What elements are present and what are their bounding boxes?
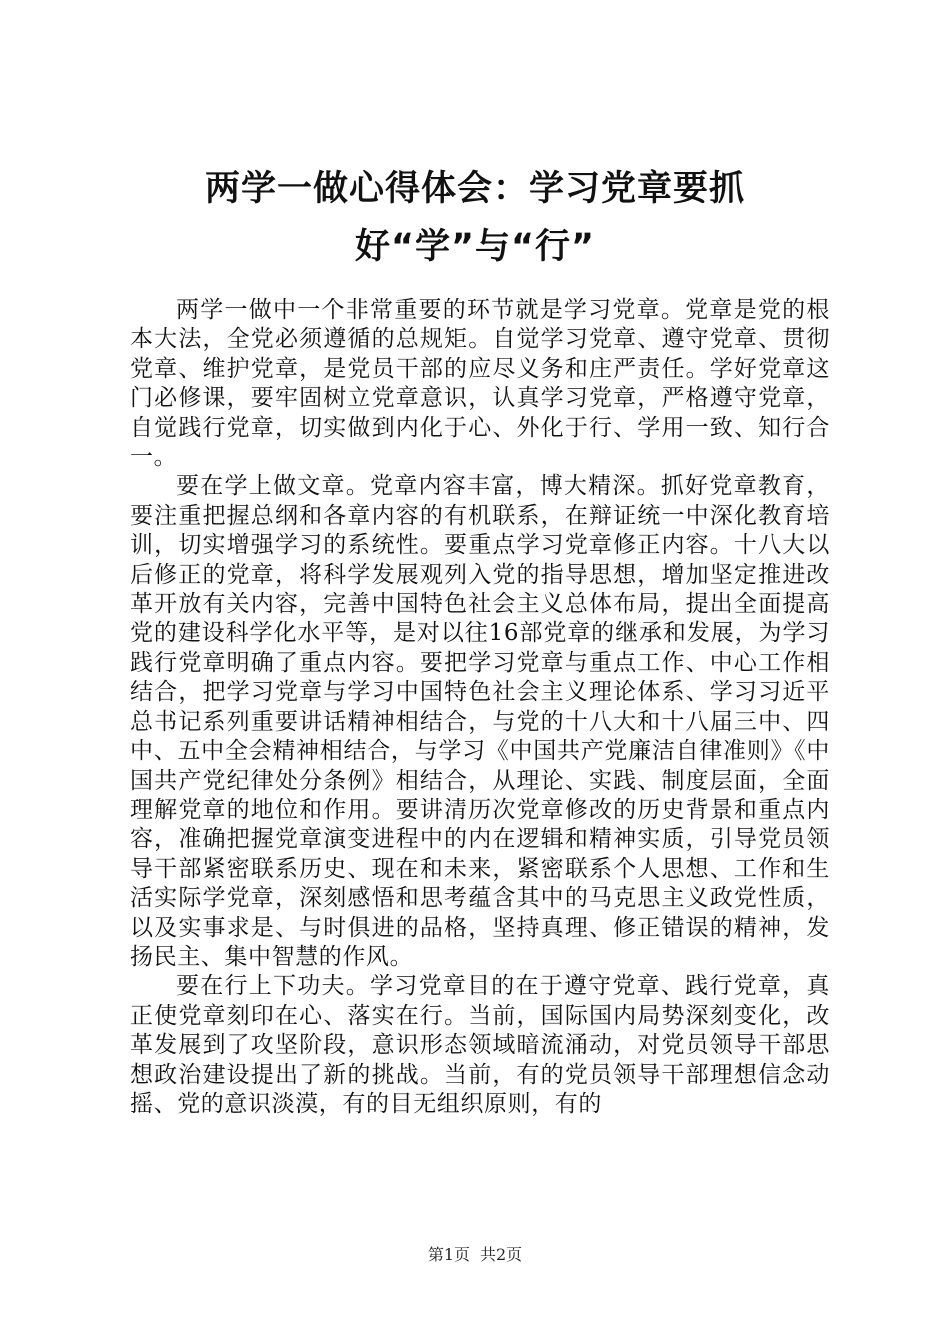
paragraph-study: 要在学上做文章。党章内容丰富，博大精深。抓好党章教育，要注重把握总纲和各章内容的有机联系，在辩证统一中深化教育培训，切实增强学习的系统性。要重点学习党章修正内容。十八大以后修正的党章，将科学发展观列入党的指导思想，增加坚定推进改革开放有关内容，完善中国特色社会主义总体布局，提出全面提高党的建设科学化水平等，是对以往16部党章的继承和发展，为学习践行党章明确了重点内容。要把学习党章与重点工作、中心工作相结合，把学习党章与学习中国特色社会主义理论体系、学习习近平总书记系列重要讲话精神相结合，与党的十八大和十八届三中、四中、五中全会精神相结合，与学习《中国共产党廉洁自律准则》《中国共产党纪律处分条例》相结合，从理论、实践、制度层面，全面理解党章的地位和作用。要讲清历次党章修改的历史背景和重点内容，准确把握党章演变进程中的内在逻辑和精神实质，引导党员领导干部紧密联系历史、现在和未来，紧密联系个人思想、工作和生活实际学党章，深刻感悟和思考蕴含其中的马克思主义政党性质，以及实事求是、与时俱进的品格，坚持真理、修正错误的精神，发扬民主、集中智慧的作风。 [130,473,830,970]
paragraph-practice: 要在行上下功夫。学习党章目的在于遵守党章、践行党章，真正使党章刻印在心、落实在行。当前，国际国内局势深刻变化，改革发展到了攻坚阶段，意识形态领域暗流涌动，对党员领导干部思想政治建设提出了新的挑战。当前，有的党员领导干部理想信念动摇、党的意识淡漠，有的目无组织原则，有的 [130,973,830,1117]
page-footer [0,1242,950,1265]
document-title: 两学一做心得体会：学习党章要抓好“学”与“行” [204,169,745,267]
paragraph-intro: 两学一做中一个非常重要的环节就是学习党章。党章是党的根本大法，全党必须遵循的总规矩。自觉学习党章、遵守党章、贯彻党章、维护党章，是党员干部的应尽义务和庄严责任。学好党章这门必修课，要牢固树立党章意识，认真学习党章，严格遵守党章，自觉践行党章，切实做到内化于心、外化于行、学用一致、知行合一。 [130,297,830,471]
page-total: 共2页 [480,1245,523,1264]
page-number: 第1页 [427,1245,470,1264]
document-body [130,296,830,1119]
